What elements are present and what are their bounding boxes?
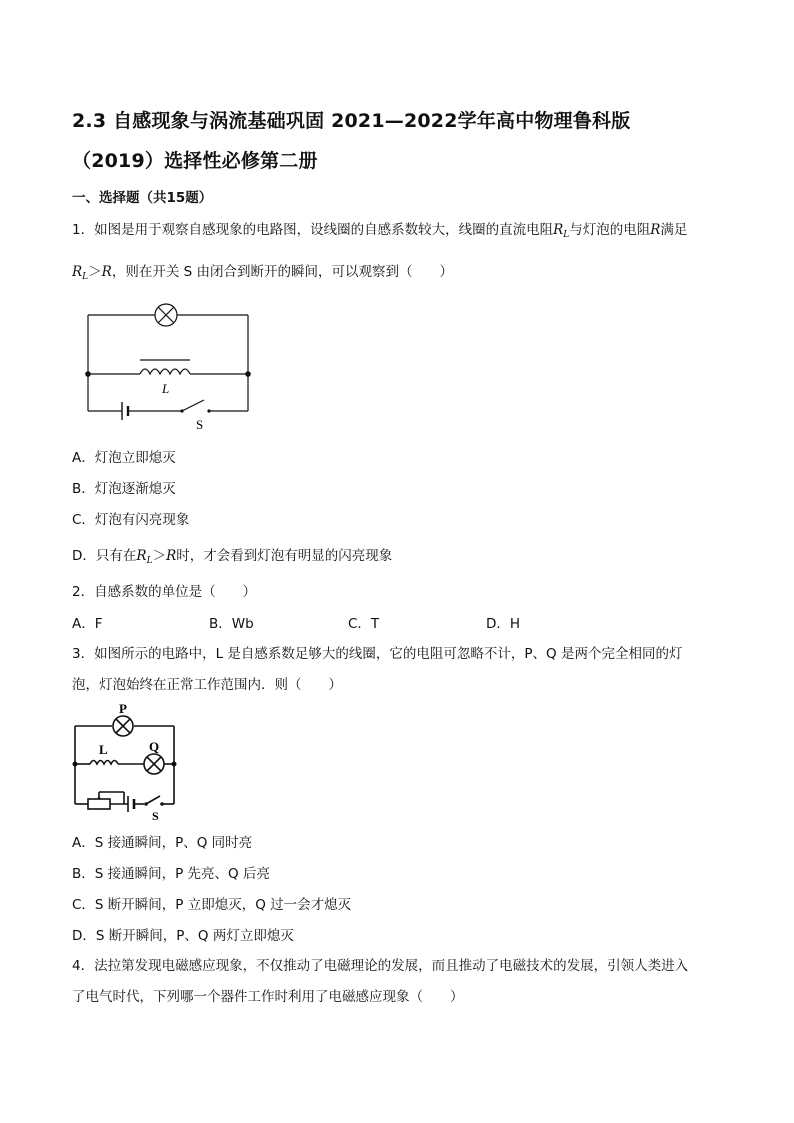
q4-stem-line2: 了电气时代，下列哪一个器件工作时利用了电磁感应现象（ ） (72, 989, 464, 1005)
q1-option-b: B．灯泡逐渐熄灭 (72, 481, 176, 497)
q1-d-gt: ＞ (152, 548, 167, 564)
section-heading: 一、选择题（共15题） (72, 190, 213, 206)
q3-inductor-icon (90, 761, 118, 765)
q1-var-r: R (553, 222, 564, 238)
q1-sub-l: L (563, 230, 570, 240)
q3-circuit-diagram (68, 700, 183, 822)
q1-d-var-r: R (136, 548, 147, 564)
q1-sub-l2: L (82, 272, 89, 282)
q1-d-var-r2: R (166, 548, 177, 564)
q2-option-a: A．F (72, 616, 103, 632)
doc-title-line2: （2019）选择性必修第二册 (72, 150, 318, 172)
q1-stem-text-a: 1．如图是用于观察自感现象的电路图，设线圈的自感系数较大，线圈的直流电阻 (72, 222, 554, 238)
q3-option-a: A．S 接通瞬间，P、Q 同时亮 (72, 835, 253, 851)
q2-stem: 2．自感系数的单位是（ ） (72, 584, 257, 600)
q1-stem-line2 (72, 262, 453, 287)
q1-fig-label-l: L (162, 381, 170, 396)
q3-fig-label-p: P (119, 701, 127, 716)
q2-option-d: D．H (486, 616, 521, 632)
q1-option-c: C．灯泡有闪亮现象 (72, 512, 190, 528)
q2-option-b: B．Wb (209, 616, 254, 632)
q1-stem-text-d: ，则在开关 S 由闭合到断开的瞬间，可以观察到（ ） (111, 264, 453, 280)
q1-option-d-prefix: D．只有在 (72, 548, 137, 564)
q3-option-d: D．S 断开瞬间，P、Q 两灯立即熄灭 (72, 928, 294, 944)
q1-var-r4: R (101, 264, 112, 280)
q1-gt: ＞ (88, 264, 102, 280)
q2-option-c: C．T (348, 616, 380, 632)
q1-option-d (72, 544, 392, 566)
q1-d-sub-l: L (146, 556, 153, 566)
q1-var-r2: R (650, 222, 661, 238)
q1-circuit-diagram (78, 298, 263, 438)
q1-var-r3: R (72, 264, 83, 280)
q1-option-a: A．灯泡立即熄灭 (72, 450, 176, 466)
q3-option-c: C．S 断开瞬间，P 立即熄灭，Q 过一会才熄灭 (72, 897, 352, 913)
q1-inductor-icon (140, 369, 190, 374)
q1-switch-icon (182, 400, 204, 411)
q3-fig-label-s: S (152, 809, 159, 822)
q4-stem-line1: 4．法拉第发现电磁感应现象，不仅推动了电磁理论的发展，而且推动了电磁技术的发展，引领人类进入 (72, 958, 689, 974)
q3-stem-line2: 泡，灯泡始终在正常工作范围内．则（ ） (72, 677, 342, 693)
q1-stem-text-b: 与灯泡的电阻 (569, 222, 651, 238)
doc-title-line1: 2.3 自感现象与涡流基础巩固 2021—2022学年高中物理鲁科版 (72, 110, 631, 132)
q1-stem-text-c: 满足 (660, 222, 688, 238)
q3-switch-icon (146, 796, 160, 804)
q1-stem-line1 (72, 220, 687, 245)
q3-fig-label-q: Q (149, 739, 160, 754)
q3-option-b: B．S 接通瞬间，P 先亮、Q 后亮 (72, 866, 270, 882)
q1-fig-label-s: S (196, 417, 204, 432)
q1-option-d-suffix: 时，才会看到灯泡有明显的闪亮现象 (176, 548, 393, 564)
q3-fig-label-l: L (99, 742, 108, 757)
q3-stem-line1: 3．如图所示的电路中，L 是自感系数足够大的线圈，它的电阻可忽略不计，P、Q 是两个完全相同的灯 (72, 646, 683, 662)
q3-rheostat-icon (88, 799, 110, 809)
